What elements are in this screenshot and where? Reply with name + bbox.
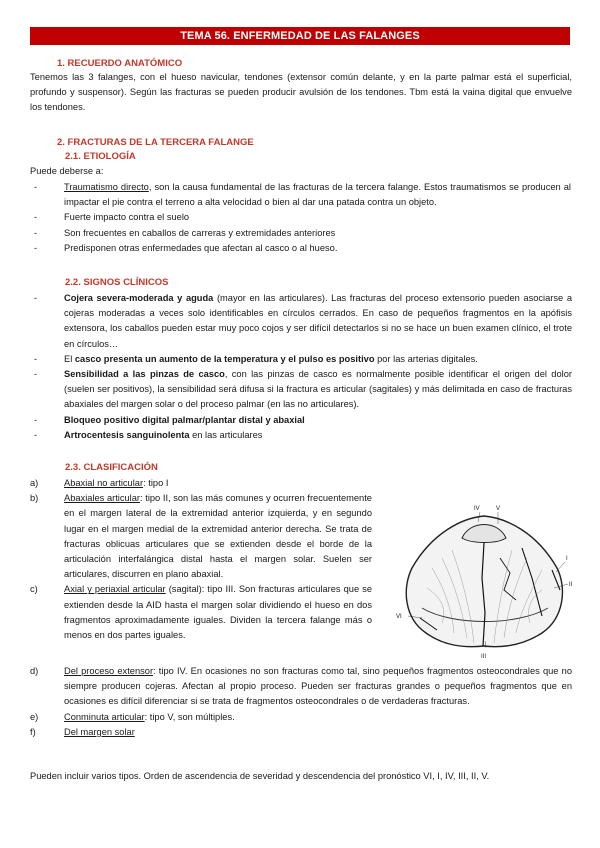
clasificacion-list-top	[30, 476, 372, 643]
section-2-2-heading: 2.2. SIGNOS CLÍNICOS	[65, 277, 169, 288]
list-item	[30, 226, 571, 241]
document-title: TEMA 56. ENFERMEDAD DE LAS FALANGES	[30, 27, 570, 45]
list-marker: -	[34, 182, 38, 192]
list-marker: -	[34, 212, 38, 223]
item-term-bold: casco presenta un aumento de la temperatura y el pulso es positivo	[74, 353, 375, 364]
item-term: Abaxial no articular	[64, 478, 144, 488]
list-marker: b)	[30, 493, 39, 504]
list-marker: -	[34, 242, 38, 253]
label-type-v: V	[496, 506, 501, 512]
section-2-1-heading: 2.1. ETIOLOGÍA	[65, 151, 136, 162]
list-item	[30, 582, 372, 643]
item-term: Abaxiales articular	[64, 493, 141, 504]
section-2-heading: 2. FRACTURAS DE LA TERCERA FALANGE	[57, 137, 254, 148]
item-text: : tipo I	[143, 478, 169, 488]
item-term-bold: Sensibilidad a las pinzas de casco	[64, 369, 225, 380]
label-type-iii: III	[481, 654, 487, 660]
item-text: Fuerte impacto contra el suelo	[64, 212, 190, 223]
item-term: Conminuta articular	[64, 711, 145, 722]
item-term: Del margen solar	[64, 726, 135, 737]
item-term: Del proceso extensor	[64, 666, 154, 676]
list-item	[30, 241, 571, 256]
list-item	[30, 725, 572, 740]
label-type-iv: IV	[474, 506, 480, 512]
item-term: Axial y periaxial articular	[64, 584, 166, 595]
item-text: Predisponen otras enfermedades que afectan al casco o al hueso.	[64, 242, 338, 253]
list-item	[30, 352, 572, 367]
section-1-text: Tenemos las 3 falanges, con el hueso navicular, tendones (extensor común delante, y en la parte palmar está el superficial, profundo y suspensor). Según las fracturas se pueden producir avulsión de los tendones. Tbm está la vaina digital que envuelve los tendones.	[30, 72, 572, 113]
closing-note: Pueden incluir varios tipos. Orden de ascendencia de severidad y descendencia del pronóstico VI, I, IV, III, II, V.	[30, 771, 490, 781]
section-2-3-heading: 2.3. CLASIFICACIÓN	[65, 462, 158, 473]
item-text: por las arterias digitales.	[374, 353, 478, 364]
list-item	[30, 367, 572, 413]
item-text: (sagital): tipo III. Son fracturas articulares que se extienden desde la AID hasta el margen solar dividiendo el hueso en dos fragmentos aproximadamente iguales. Dividen la tercera falange más o menos en dos partes iguales.	[64, 584, 372, 641]
etiologia-list	[30, 180, 571, 256]
etiologia-intro: Puede deberse a:	[30, 166, 104, 176]
list-item	[30, 180, 571, 210]
list-marker: -	[34, 414, 38, 425]
item-text: : tipo II, son las más comunes y ocurren frecuentemente en el margen lateral de la extremidad anterior izquierda, y en segundo lugar en el margen medial de la extremidad anterior derecha. Se trata de fracturas oblicuas articulares que se extienden desde el borde de la articulación interfalángica distal hasta el margen solar. Suelen ser articulares, discurren en plano abaxial.	[64, 493, 372, 580]
list-item	[30, 291, 572, 352]
list-item	[30, 664, 572, 710]
list-item	[30, 428, 572, 443]
list-item	[30, 710, 572, 725]
list-marker: a)	[30, 478, 39, 488]
list-marker: c)	[30, 584, 38, 595]
list-marker: -	[34, 227, 38, 238]
item-term-bold: Bloqueo positivo digital palmar/plantar distal y abaxial	[64, 414, 305, 425]
item-text: : tipo V, son múltiples.	[144, 711, 235, 722]
item-term-bold: Artrocentesis sanguinolenta	[64, 429, 190, 440]
item-term: Traumatismo directo	[64, 182, 149, 192]
list-marker: e)	[30, 711, 39, 722]
label-type-ii: II	[569, 582, 573, 588]
list-marker: -	[34, 293, 38, 303]
third-phalanx-illustration	[392, 498, 577, 663]
item-text: (mayor en las articulares). Las fracturas del proceso extensorio pueden asociarse a cojeras moderadas a veces solo identificables en círculos cerrados. En caso de pequeños fragmentos en la apófisis extensora, los caballos pueden estar muy poco cojos y ser difícil detectarlos si no se hace un buen examen clínico, el trote en círculos…	[64, 293, 572, 349]
clasificacion-list-bottom	[30, 664, 572, 740]
list-marker: -	[34, 369, 38, 380]
list-item	[30, 491, 372, 582]
signos-clinicos-list	[30, 291, 572, 443]
item-text: , con las pinzas de casco es normalmente posible identificar el origen del dolor (suelen ser positivos), la sensibilidad será difusa si la fractura es articular (sagitales) y más delimitada en caso de fracturas abaxiales del margen solar o del proceso palmar (en las no articulares).	[64, 369, 572, 410]
section-1-heading: 1. RECUERDO ANATÓMICO	[57, 58, 183, 69]
list-marker: -	[34, 353, 38, 364]
list-marker: d)	[30, 666, 39, 676]
item-term-bold: Cojera severa-moderada y aguda	[64, 293, 214, 303]
list-marker: -	[34, 429, 38, 440]
list-item	[30, 210, 571, 225]
label-type-i: I	[566, 556, 568, 562]
item-text: : tipo IV. En ocasiones no son fracturas como tal, sino pequeños fragmentos osteocondrales que no siempre producen cojeras. Afectan al propio proceso. Pueden ser fracturas grandes o pequeños fragmentos que en ocasiones es difícil diferenciar si se trata de fragmentos osteocondrales o de verdaderas fracturas.	[64, 666, 572, 707]
list-item	[30, 476, 372, 491]
fracture-types-figure	[392, 498, 577, 663]
label-type-vi: VI	[396, 614, 402, 620]
list-item	[30, 413, 572, 428]
item-text: Son frecuentes en caballos de carreras y extremidades anteriores	[64, 227, 336, 238]
list-marker: f)	[30, 726, 36, 737]
item-text: en las articulares	[189, 429, 263, 440]
item-prefix: El	[64, 353, 75, 364]
item-text: , son la causa fundamental de las fracturas de la tercera falange. Estos traumatismos se producen al impactar el pie contra el terreno a alta velocidad o bien al dar una patada contra un objeto.	[64, 182, 571, 208]
